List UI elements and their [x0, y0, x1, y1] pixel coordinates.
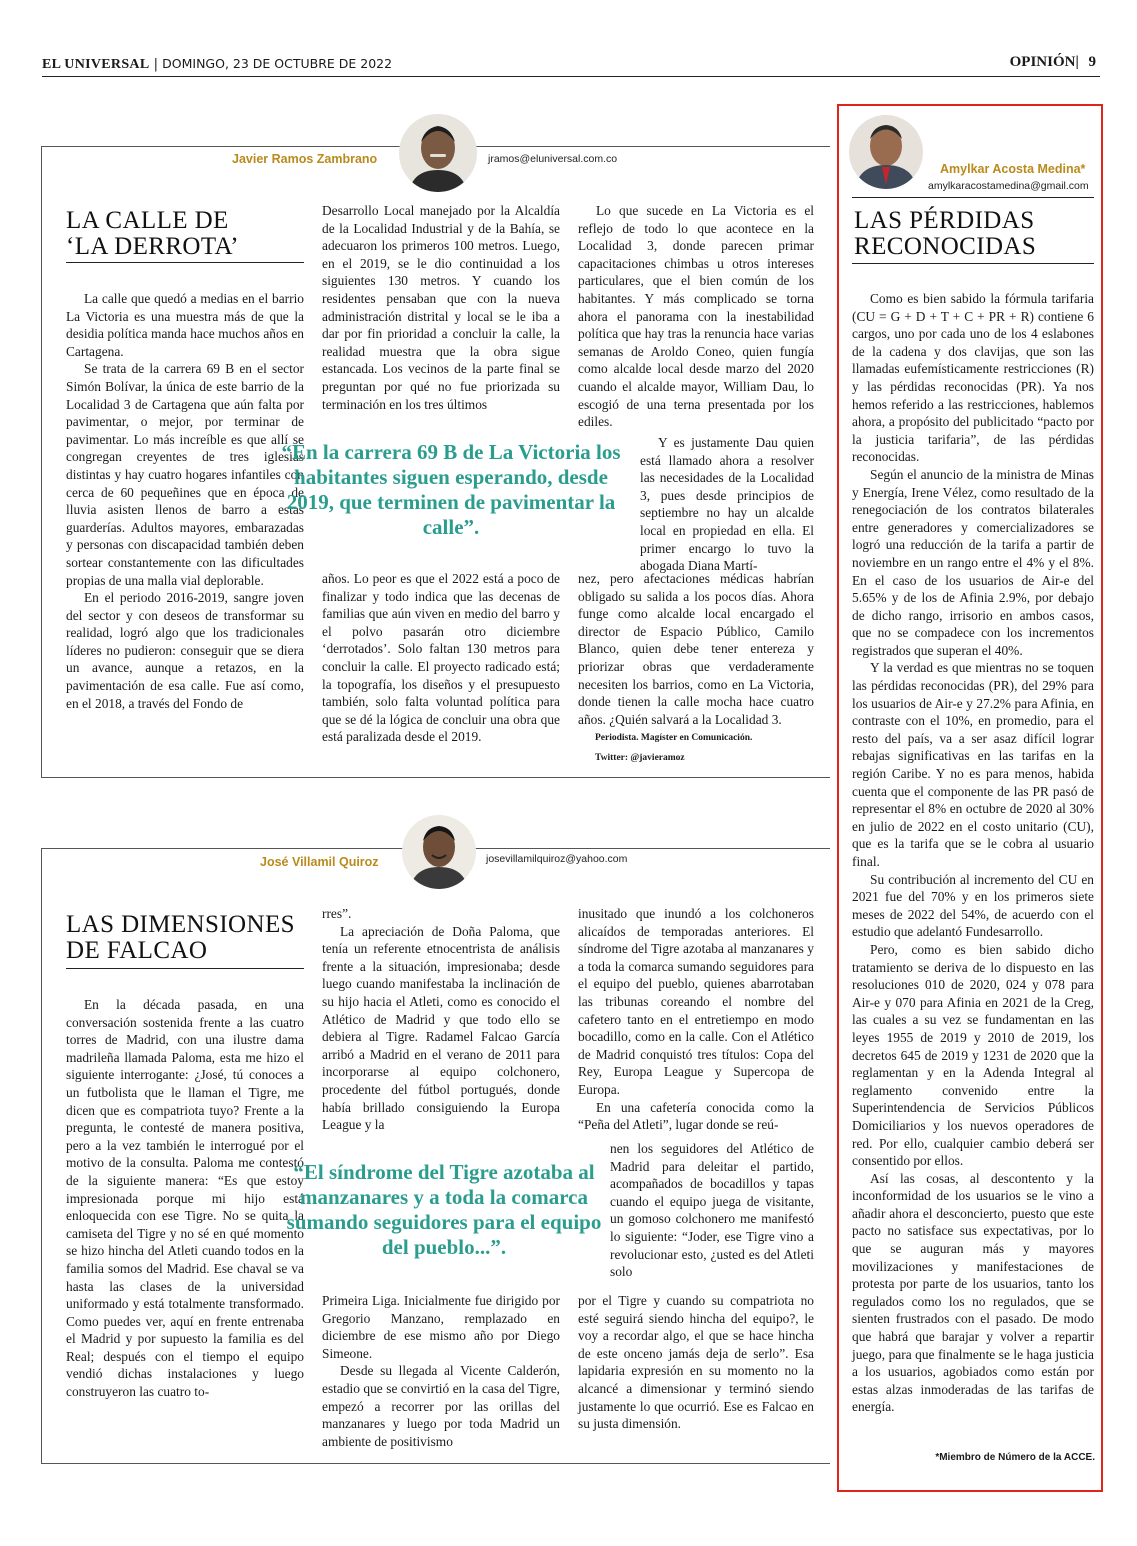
paragraph: Desarrollo Local manejado por la Alcaldía de la Localidad Industrial y de la Bahía, se adecuaron los primeros 100 metros. Luego, en el 2019, se le dio continuidad a los siguientes 130 metros. Y cuando los residentes pensaban que con la nueva administración distrital y local se le iba a dar por fin prioridad a concluir la calle, la realidad muestra que la obra sigue estancada. Los vecinos de la parte final se preguntan por qué no fue priorizada su terminación en los tres últimos: [322, 203, 560, 412]
paragraph: Pero, como es bien sabido dicho tratamiento se deriva de lo dispuesto en las resoluciones 010 de 2020, 024 y 078 para Air-e y 070 para Afinia en 2021 de la Creg, las cuales a su vez se fundamentan en las leyes 1955 de 2019 y 2010 de 2019, los decretos 645 de 2019 y 1231 de 2020 que la reglamentan y en la Adenda Integral al reglamento convenido entre la Superintendencia de Servicios Públicos Domiciliarios y los nuevos operadores de red. Por ello, cualquier cambio deberá ser consentido por ellos.: [852, 941, 1094, 1169]
paragraph: Primeira Liga. Inicialmente fue dirigido por Gregorio Manzano, remplazado en diciembre de ese mismo año por Diego Simeone.: [322, 1293, 560, 1361]
article-3-body: [852, 290, 1094, 1416]
article-1-rule: [66, 262, 304, 263]
article-1-column-3-top: [578, 202, 814, 431]
article-3-headline: [854, 208, 1092, 260]
paragraph: nez, pero afectaciones médicas habrían obligado su salida a los pocos días. Ahora funge como alcalde local encargado el director de Espacio Público, Camilo Blanco, quien debe tener entereza y priorizar obras que verdaderamente necesiten los barrios, como en La Victoria, donde tienen la calle mocha hace cuatro años. ¿Quién salvará a la Localidad 3.: [578, 571, 814, 727]
paragraph: Lo que sucede en La Victoria es el reflejo de todo lo que acontece en la Localidad 3, donde parecen primar capacitaciones chimbas u otros intereses particulares, que el bien común de los habitantes. Y más complicado se torna ahora el panorama con la inestabilidad política que hay tras la renuncia hace varias semanas de Aroldo Coneo, quien fungía como alcalde local desde marzo del 2020 cuando el alcalde mayor, William Dau, lo escogió de una terna presentada por los ediles.: [578, 203, 814, 430]
article-2-author: José Villamil Quiroz: [260, 855, 379, 869]
headline-line: LA CALLE DE: [66, 207, 229, 234]
note-line: Periodista. Magíster en Comunicación.: [595, 733, 753, 743]
paragraph: En el periodo 2016-2019, sangre joven del sector y con deseos de transformar su realidad, logró algo que los tradicionales líderes no pudieron: conseguir que se diera un avance, aunque a retazos, en la pavimentación de esa calle. Fue así como, en el 2018, a través del Fondo de: [66, 590, 304, 711]
article-1-column-3-mid: [640, 434, 814, 575]
paragraph: inusitado que inundó a los colchoneros alicaídos de temporadas anteriores. El síndrome del Tigre azotaba al manzanares y a toda la comarca sumando seguidores para el equipo del pueblo, quienes abarrotaban las tribunas coreando el nombre del cafetero tanto en el entretiempo en modo bocadillo, como en la calle. Con el Atlético de Madrid conquistó tres títulos: Copa del Rey, Europa League y Supercopa de Europa.: [578, 906, 814, 1097]
article-1-column-2-top: [322, 202, 560, 413]
masthead-separator: |: [153, 57, 158, 72]
masthead-right: [1010, 54, 1096, 71]
paragraph: Desde su llegada al Vicente Calderón, estadio que se convirtió en la casa del Tigre, empezó a recorrer por las orillas del manzanares y luego por toda Madrid un ambiente de positivismo: [322, 1363, 560, 1449]
headline-line: DE FALCAO: [66, 937, 208, 964]
paragraph: Como es bien sabido la fórmula tarifaria (CU = G + D + T + C + PR + R) contiene 6 cargos, uno por cada uno de los 4 eslabones de la cadena y dos clavijas, que son las llamadas eufemísticamente restricciones (R) y las pérdidas reconocidas (PR). Ya nos hemos referido a las restricciones, hablemos ahora, a propósito del publicitado “pacto por la justicia tarifaria”, de las pérdidas reconocidas.: [852, 291, 1094, 465]
article-2-author-photo: [402, 815, 476, 889]
article-3-author: Amylkar Acosta Medina*: [940, 162, 1086, 176]
headline-line: RECONOCIDAS: [854, 233, 1037, 260]
article-1-column-3-bottom: [578, 570, 814, 728]
paragraph: Y es justamente Dau quien está llamado ahora a resolver las necesidades de la Localidad 3, pues desde principios de septiembre no hay un alcalde local en propiedad en ella. El primer encargo lo tuvo la abogada Diana Martí-: [640, 435, 814, 574]
paragraph: En una cafetería conocida como la “Peña del Atleti”, lugar donde se reú-: [578, 1099, 814, 1133]
paragraph: años. Lo peor es que el 2022 está a poco de finalizar y todo indica que las decenas de familias que aún viven en medio del barro y el polvo pasarán otro diciembre ‘derrotados’. Solo faltan 130 metros para concluir la calle. El proyecto radicado está; la topografía, los diseños y el presupuesto también, solo falta voluntad política para que se dé la lógica de concluir una obra que está paralizada desde el 2019.: [322, 571, 560, 745]
masthead-left: [42, 56, 392, 73]
paragraph: por el Tigre y cuando su compatriota no esté seguirá siendo hincha del equipo?, le voy a recordar algo, el que se hace hincha de este onceno jamás deja de serlo”. Esa lapidaria expresión en su momento no la alcancé a dimensionar y terminó siendo justamente lo que ocurrió. Ese es Falcao en su justa dimensión.: [578, 1293, 814, 1432]
paragraph: Su contribución al incremento del CU en 2021 fue del 70% y en los primeros siete meses de 2022 del 54%, de acuerdo con el estudio que adelantó Fundesarrollo.: [852, 871, 1094, 940]
article-2-column-3-top: [578, 905, 814, 1134]
article-1-pullquote: “En la carrera 69 B de La Victoria los habitantes siguen esperando, desde 2019, que terminen de pavimentar la calle”.: [281, 440, 621, 539]
article-2-rule: [66, 968, 304, 969]
publication-date: DOMINGO, 23 DE OCTUBRE DE 2022: [162, 56, 393, 71]
paragraph: nen los seguidores del Atlético de Madrid para deleitar el partido, acompañados de bocadillos y tapas cuando el equipo juega de visitante, un gomoso colchonero me manifestó lo siguiente: “Joder, ese Tigre vino a revolucionar esto, ¿usted es del Atleti solo: [610, 1141, 814, 1280]
page-number: 9: [1088, 54, 1096, 70]
article-3-footnote: *Miembro de Número de la ACCE.: [935, 1452, 1095, 1463]
article-1-author-photo: [399, 114, 477, 192]
article-2-column-2-top: [322, 905, 560, 1134]
article-1-email: jramos@eluniversal.com.co: [488, 153, 618, 165]
article-3-top-rule: [852, 197, 1094, 198]
article-2-email: josevillamilquiroz@yahoo.com: [486, 853, 628, 865]
article-1-author-note: [595, 728, 752, 768]
article-1-column-1: [66, 290, 304, 712]
article-3-email: amylkaracostamedina@gmail.com: [928, 180, 1089, 192]
headline-line: LAS DIMENSIONES: [66, 911, 295, 938]
paragraph: Así las cosas, al descontento y la inconformidad de los usuarios se le vino a añadir ahora el desconcierto, puesto que este pacto no satisface sus expectativas, por lo que se auguran más y mayores movilizaciones y manifestaciones de protesta por parte de los usuarios, tanto los regulados como los no regulados, que se sienten frustrados con el pasado. De modo que habrá que barajar y volver a repartir juego, para que finalmente se le haga justicia a los usuarios, agobiados como están por estas alzas inmoderadas de las tarifas de energía.: [852, 1170, 1094, 1415]
article-3-rule: [852, 263, 1094, 264]
article-2-column-3-bottom: [578, 1292, 814, 1433]
note-line: Twitter: @javieramoz: [595, 753, 685, 763]
headline-line: LAS PÉRDIDAS: [854, 207, 1035, 234]
article-2-column-3-mid: [610, 1140, 814, 1281]
paragraph: En la década pasada, en una conversación sostenida frente a las cuatro torres de Madrid, con una ilustre dama madrileña llamada Paloma, esta me hizo el siguiente interrogante: ¿José, tú conoces a un futbolista que le llaman el Tigre, me dicen que es compatriota tuyo? Frente a la pregunta, le contesté de manera positiva, pero a la vez también le interrogué por el motivo de la consulta. Paloma me contestó de la siguiente manera: “Es que estoy impresionada porque mi hijo está enloquecida con ese Tigre. No se quita la camiseta del Tigre y no sé en qué momento se hizo hincha del Atleti cuando todos en la familia somos del Madrid. Ese chaval se va hasta las clases de la universidad uniformado y está totalmente transformado. Como puedes ver, aquí en frente entrenaba el Madrid y por supuesto la familia es del Real; después con el tiempo el equipo vendió dichas instalaciones y luego construyeron las cuatro to-: [66, 997, 304, 1400]
paragraph: Se trata de la carrera 69 B en el sector Simón Bolívar, la única de este barrio de la Localidad 3 de Cartagena que aún falta por pavimentar, o mejor, por terminar de pavimentar. Lo más increíble es que allí se congregan creyentes de tres iglesias distintas y hay cuatro hogares infantiles con cerca de 60 pequeñines que en época de lluvia asisten llenos de barro a estas guarderías. Adultos mayores, embarazadas y personas con discapacidad también deben sortear constantemente con las dificultades propias de una malla vial deplorable.: [66, 361, 304, 588]
paragraph: Y la verdad es que mientras no se toquen las pérdidas reconocidas (PR), del 29% para los usuarios de Air-e y 27.2% para Afinia, en contraste con el 10%, en promedio, para el resto del país, va a ser asaz difícil lograr rebajas significativas en las tarifas en la región Caribe. Y no es para menos, habida cuenta que el componente de las PR pasó de representar el 8% en octubre de 2020 al 30% en julio de 2022 en el costo unitario (CU), que es la tarifa que se le cobra al usuario final.: [852, 660, 1094, 869]
newspaper-name: EL UNIVERSAL: [42, 57, 150, 72]
article-2-pullquote: “El síndrome del Tigre azotaba al manzanares y a toda la comarca sumando seguidores para el equipo del pueblo...”.: [286, 1160, 602, 1259]
paragraph: Según el anuncio de la ministra de Minas y Energía, Irene Vélez, como resultado de la renegociación de los contratos bilaterales entre generadores y comercializadores se logró una reducción de la tarifa a partir de noviembre en un rango entre el 4% y el 8%. En el caso de los usuarios de Air-e del 5.65% y de los de Afinia 2.9%, por debajo de dicho rango, irrisorio en ambos casos, que no se compadece con los incrementos registrados que superan el 40%.: [852, 466, 1094, 658]
article-1-author: Javier Ramos Zambrano: [232, 152, 378, 166]
article-2-column-1: [66, 996, 304, 1401]
article-2-headline: [66, 912, 316, 964]
paragraph: La calle que quedó a medias en el barrio La Victoria es una muestra más de que la desidia política manda hace muchos años en Cartagena.: [66, 291, 304, 359]
paragraph: rres”.: [322, 906, 352, 921]
article-2-column-2-bottom: [322, 1292, 560, 1450]
section-name: OPINIÓN|: [1009, 54, 1079, 70]
headline-line: ‘LA DERROTA’: [66, 233, 239, 260]
paragraph: La apreciación de Doña Paloma, que tenía un referente etnocentrista de análisis frente a la situación, impresionaba; desde luego cuando manifestaba la inclinación de su hijo hacia el Atleti, como es conocido el Atlético de Madrid y que todo ello se debiera al Tigre. Radamel Falcao García arribó a Madrid en el verano de 2011 para incorporarse al equipo colchonero, procedente del fútbol portugués, donde había brillado consiguiendo la Europa League y la: [322, 923, 560, 1133]
article-3-author-photo: [849, 115, 923, 189]
article-1-headline: [66, 208, 306, 260]
masthead: [42, 52, 1100, 77]
article-1-column-2-bottom: [322, 570, 560, 746]
